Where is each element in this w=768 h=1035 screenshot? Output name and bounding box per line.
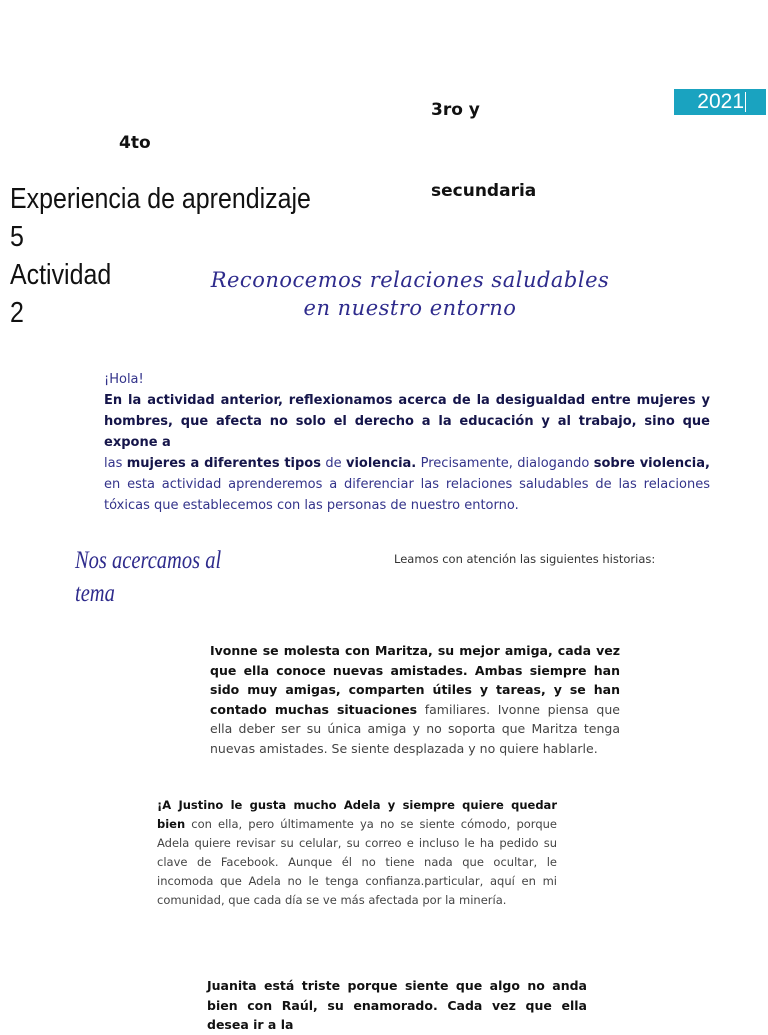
intro-bold-paragraph: En la actividad anterior, reflexionamos acerca de la desigualdad entre mujeres y hombres, que afecta no solo el derecho a la educación y al trabajo, sino que expone a	[104, 393, 710, 450]
story-bold-text: Ivonne se molesta con Maritza, su mejor amiga, cada vez que ella conoce nuevas amistades. Ambas siempre han sido muy amigas, comparten útiles y tareas, y se han contado muchas situaciones	[210, 643, 620, 717]
title-line-2: en nuestro entorno	[303, 296, 517, 320]
intro-text: de	[325, 456, 342, 471]
intro-paragraph	[104, 453, 710, 516]
grade-line-2: 4to	[119, 133, 151, 153]
intro-emphasis: violencia.	[345, 456, 417, 471]
intro-emphasis: sobre violencia,	[593, 456, 710, 471]
text-cursor	[745, 92, 746, 112]
intro-text: las	[104, 456, 123, 471]
year-text: 2021	[697, 90, 744, 113]
story-bold-text: ¡A Justino le gusta mucho Adela y siempre quiere quedar bien	[157, 798, 557, 831]
activity-number: 2	[10, 297, 24, 329]
story-justino	[157, 796, 557, 910]
level-label: secundaria	[431, 181, 537, 201]
title-line-1: Reconocemos relaciones saludables	[210, 268, 610, 292]
story-text: familiares. Ivonne piensa que ella deber ser su única amiga y no soporta que Maritza tenga nuevas amistades. Se siente desplazada y no quiere hablarle.	[210, 701, 620, 756]
intro-emphasis: mujeres a diferentes tipos	[126, 456, 321, 471]
grade-line-1: 3ro y	[431, 100, 480, 120]
story-text: con ella, pero últimamente ya no se siente cómodo, porque Adela quiere revisar su celular, su correo e incluso le ha pedido su clave de Facebook. Aunque él no tiene nada que ocultar, le incomoda que Adela no le tenga confianza.particular, aquí en mi comunidad, que cada día se ve más afectada por la minería.	[157, 817, 557, 907]
section-heading: Nos acercamos al tema	[75, 547, 222, 607]
intro-text: Precisamente, dialogando	[420, 456, 590, 471]
reading-instruction: Leamos con atención las siguientes historias:	[394, 552, 656, 566]
intro-text: en esta actividad aprenderemos a diferenciar las relaciones saludables de las relaciones tóxicas que establecemos con las personas de nuestro entorno.	[104, 477, 710, 513]
experience-number: 5	[10, 221, 24, 253]
greeting: ¡Hola!	[104, 372, 144, 387]
year-badge	[674, 89, 766, 115]
story-bold-text: Juanita está triste porque siente que algo no anda bien con Raúl, su enamorado. Cada vez que ella desea ir a la	[207, 978, 587, 1032]
story-ivonne	[210, 641, 620, 758]
intro-block	[104, 369, 710, 516]
activity-label: Actividad	[10, 259, 112, 291]
page-title	[150, 266, 670, 322]
experience-label: Experiencia de aprendizaje	[10, 183, 311, 215]
story-juanita	[207, 976, 587, 1035]
